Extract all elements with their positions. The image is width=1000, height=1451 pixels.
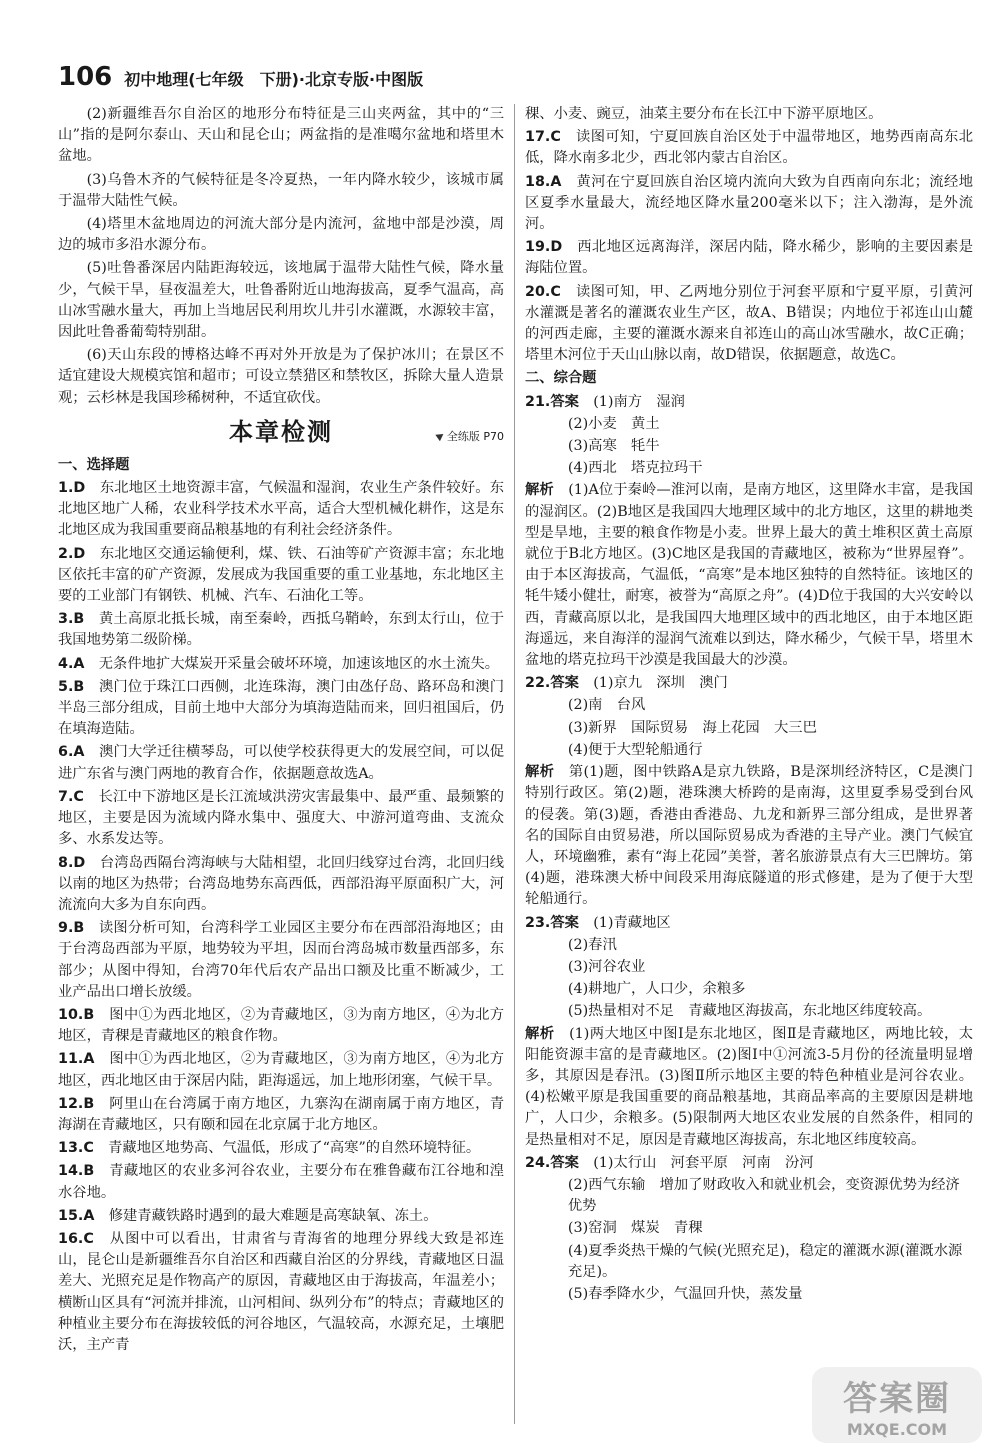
answer-line: (4)耕地广，人口少，余粮多 — [567, 981, 746, 998]
continued-text: 稞、小麦、豌豆，油菜主要分布在长江中下游平原地区。 — [525, 106, 883, 122]
explanation-text: 第(1)题，图中铁路A是京九铁路，B是深圳经济特区，C是澳门特别行政区。第(2)题，港珠澳大桥跨的是南海，这里夏季易受到台风的侵袭。第(3)题，香港由香港岛、九龙和新界三部分组成，是世界著名的国际自由贸易港，所以国际贸易成为香港的主导产业。澳门气候宜人，环境幽雅，素有“海上花园”美誉，著名旅游景点有大三巴牌坊。第(4)题，港珠澳大桥中间段采用海底隧道的形式修建，是为了便于大型轮船通行。 — [525, 764, 974, 908]
item-text: 无条件地扩大煤炭开采量会破坏环境，加速该地区的水土流失。 — [98, 655, 500, 672]
item-text: 阿里山在台湾属于南方地区，九寨沟在湖南属于南方地区，青海湖在青藏地区，只有颐和园在北京属于北方地区。 — [58, 1095, 505, 1133]
answer-item — [58, 1229, 504, 1356]
item-text: 图中①为西北地区，②为青藏地区，③为南方地区，④为北方地区，青稞是青藏地区的粮食作物。 — [58, 1006, 505, 1045]
column-divider — [514, 104, 515, 1424]
item-text: 长江中下游地区是长江流域洪涝灾害最集中、最严重、最频繁的地区，主要是因为流域内降水集中、强度大、中游河道弯曲、支流众多、水系发达等。 — [58, 788, 505, 848]
answer-item — [525, 282, 973, 367]
question-22 — [525, 673, 973, 910]
item-text: 读图可知，宁夏回族自治区处于中温带地区，地势西南高东北低，降水南多北少，西北邻内蒙古自治区。 — [525, 129, 974, 167]
answer-item — [58, 787, 504, 851]
answer-line — [525, 913, 973, 934]
item-number: 9.B — [58, 920, 85, 937]
chapter-title: 本章检测 — [229, 418, 333, 447]
paragraph: (5)吐鲁番深居内陆距海较远，该地属于温带大陆性气候，降水量少，气候干旱，昼夜温差大，吐鲁番附近山地海拔高，夏季气温高，高山冰雪融水量大，再加上当地居民利用坎儿井引水灌溉，水源较丰富，因此吐鲁番葡萄特别甜。 — [58, 260, 504, 341]
item-number: 24.答案 — [525, 1154, 579, 1171]
item-number: 7.C — [58, 788, 84, 805]
answer-item — [58, 1049, 504, 1091]
item-number: 10.B — [58, 1006, 95, 1023]
item-text: 东北地区土地资源丰富，气候温和湿润，农业生产条件较好。东北地区地广人稀，农业科学技术水平高，适合大型机械化耕作，这是东北地区成为我国重要商品粮基地的有利社会经济条件。 — [58, 480, 505, 539]
item-number: 20.C — [525, 283, 561, 300]
watermark-logo — [812, 1367, 982, 1443]
item-text: 从图中可以看出，甘肃省与青海省的地理分界线大致是祁连山，昆仑山是新疆维吾尔自治区和西藏自治区的分界线，青藏地区日温差大、光照充足是作物高产的原因，青藏地区由于海拔高，年温差小；横断山区具有“河流并排流，山河相间、纵列分布”的特点；青藏地区的种植业主要分布在海拔较低的河谷地区，气温较高，水源充足，土壤肥沃，主产青 — [58, 1230, 505, 1353]
watermark-text: 答案圈 — [843, 1379, 951, 1419]
item-text: 黄土高原北抵长城，南至秦岭，西抵乌鞘岭，东到太行山，位于我国地势第二级阶梯。 — [58, 611, 505, 649]
item-number: 3.B — [58, 611, 85, 628]
item-number: 16.C — [58, 1230, 94, 1247]
explanation-label: 解析 — [525, 482, 554, 499]
item-number: 13.C — [58, 1140, 94, 1157]
answer-item — [58, 478, 504, 542]
answer-item — [58, 1005, 504, 1047]
book-title: 初中地理(七年级 下册)·北京专版·中图版 — [124, 70, 424, 89]
item-number: 17.C — [525, 129, 561, 146]
answer-item — [525, 237, 973, 279]
answer-item — [58, 1206, 504, 1227]
answer-text: (1)太行山 河套平原 河南 汾河 — [593, 1154, 814, 1171]
answer-item — [58, 654, 504, 675]
item-number: 18.A — [525, 173, 562, 190]
question-23 — [525, 913, 973, 1151]
answer-line: (5)春季降水少，气温回升快，蒸发量 — [567, 1285, 803, 1302]
item-number: 6.A — [58, 744, 85, 761]
answer-line: (5)热量相对不足 青藏地区海拔高，东北地区纬度较高。 — [567, 1003, 932, 1020]
item-number: 11.A — [58, 1051, 95, 1068]
item-number: 5.B — [58, 678, 85, 695]
answer-item — [58, 742, 504, 784]
item-text: 图中①为西北地区，②为青藏地区，③为南方地区，④为北方地区，西北地区由于深居内陆，距海遥远，加上地形闭塞，气候干旱。 — [58, 1051, 505, 1089]
answer-item — [58, 853, 504, 917]
answer-item — [58, 609, 504, 651]
question-21 — [525, 392, 973, 672]
right-column — [525, 104, 973, 1306]
item-text: 西北地区远离海洋，深居内陆，降水稀少，影响的主要因素是海陆位置。 — [525, 239, 973, 277]
item-text: 台湾岛西隔台湾海峡与大陆相望，北回归线穿过台湾，北回归线以南的地区为热带；台湾岛地势东高西低，西部沿海平原面积广大，河流流向大多为自东向西。 — [58, 854, 505, 913]
item-number: 15.A — [58, 1207, 95, 1224]
answer-text: (1)京九 深圳 澳门 — [593, 675, 728, 692]
item-text: 黄河在宁夏回族自治区境内流向大致为自西南向东北；流经地区夏季水量最大，流经地区降水量200毫米以下；注入渤海，是外流河。 — [525, 173, 974, 233]
explanation — [525, 480, 973, 671]
left-column — [58, 104, 504, 1358]
item-number: 19.D — [525, 239, 563, 256]
answer-text: (1)南方 湿润 — [593, 393, 685, 410]
explanation — [525, 762, 973, 910]
page-number: 106 — [58, 62, 113, 92]
item-number: 4.A — [58, 655, 85, 672]
paragraph: (3)乌鲁木齐的气候特征是冬冷夏热，一年内降水较少，该城市属于温带大陆性气候。 — [58, 171, 504, 209]
explanation-text: (1)A位于秦岭—淮河以南，是南方地区，这里降水丰富，是我国的湿润区。(2)B地区是我国四大地理区域中的北方地区，这里的耕地类型是旱地，主要的粮食作物是小麦。世界上最大的黄土堆积区黄土高原就位于B北方地区。(3)C地区是我国的青藏地区，被称为“世界屋脊”。由于本区海拔高，气温低，“高寒”是本地区独特的自然特征。该地区的牦牛矮小健壮，耐寒，被誉为“高原之舟”。(4)D位于我国的大兴安岭以西，青藏高原以北，是我国四大地理区域中的西北地区，由于本地区距海遥远，来自海洋的湿润气流难以到达，降水稀少，气候干旱，塔里木盆地的塔克拉玛干沙漠是我国最大的沙漠。 — [525, 482, 974, 669]
chapter-heading — [58, 413, 504, 453]
answer-line: (4)西北 塔克拉玛干 — [567, 460, 703, 477]
page-header — [58, 62, 958, 94]
answer-item — [58, 918, 504, 1003]
paragraph: (2)新疆维吾尔自治区的地形分布特征是三山夹两盆，其中的“三山”指的是阿尔泰山、天山和昆仑山；两盆指的是准噶尔盆地和塔里木盆地。 — [58, 106, 504, 165]
explanation-label: 解析 — [525, 1025, 555, 1042]
answer-item — [525, 172, 973, 236]
item-text: 东北地区交通运输便利，煤、铁、石油等矿产资源丰富；东北地区依托丰富的矿产资源，发展成为我国重要的重工业基地，东北地区主要的工业部门有钢铁、机械、汽车、石油化工等。 — [58, 545, 505, 605]
item-text: 青藏地区地势高、气温低，形成了“高寒”的自然环境特征。 — [108, 1140, 481, 1157]
explanation-label: 解析 — [525, 764, 555, 781]
item-text: 修建青藏铁路时遇到的最大难题是高寒缺氧、冻土。 — [108, 1207, 438, 1224]
item-text: 青藏地区的农业多河谷农业，主要分布在雅鲁藏布江谷地和湟水谷地。 — [58, 1163, 505, 1201]
answer-line — [525, 673, 973, 694]
explanation-text: (1)两大地区中图Ⅰ是东北地区，图Ⅱ是青藏地区，两地比较，太阳能资源丰富的是青藏地区。(2)图Ⅰ中①河流3-5月份的径流量明显增多，其原因是春汛。(3)图Ⅱ所示地区主要的特色种植业是河谷农业。(4)松嫩平原是我国重要的商品粮基地，其商品率高的主要原因是耕地广，人口少，余粮多。(5)限制两大地区农业发展的自然条件，相同的是热量相对不足，原因是青藏地区海拔高，东北地区纬度较高。 — [525, 1025, 974, 1148]
item-number: 22.答案 — [525, 675, 579, 692]
answer-line: (4)夏季炎热干燥的气候(光照充足)，稳定的灌溉水源(灌溉水源充足)。 — [567, 1242, 963, 1280]
chapter-reference-text: 全练版 P70 — [446, 429, 504, 443]
item-number: 12.B — [58, 1095, 95, 1112]
explanation — [525, 1024, 973, 1151]
answer-line: (3)窑洞 煤炭 青稞 — [567, 1220, 703, 1237]
paragraph: (4)塔里木盆地周边的河流大部分是内流河，盆地中部是沙漠，周边的城市多沿水源分布。 — [58, 216, 504, 254]
answer-item — [58, 1161, 504, 1203]
item-number: 2.D — [58, 545, 86, 562]
item-text: 读图可知，甲、乙两地分别位于河套平原和宁夏平原，引黄河水灌溉是著名的灌溉农业生产区，故A、B错误；内地位于祁连山山麓的河西走廊，主要的灌溉水源来自祁连山的高山冰雪融水，故C正确；塔里木河位于天山山脉以南，故D错误，依据题意，故选C。 — [525, 283, 974, 364]
item-number: 1.D — [58, 480, 86, 497]
item-number: 14.B — [58, 1163, 95, 1180]
answer-item — [525, 127, 973, 169]
answer-line: (2)南 台风 — [567, 697, 646, 714]
answer-line: (2)西气东输 增加了财政收入和就业机会，变资源优势为经济优势 — [567, 1176, 960, 1215]
arrow-icon — [435, 431, 445, 442]
answer-line: (2)小麦 黄土 — [567, 415, 660, 432]
answer-item — [58, 677, 504, 741]
answer-line: (3)河谷农业 — [567, 958, 646, 975]
item-text: 澳门位于珠江口西侧，北连珠海，澳门由氹仔岛、路环岛和澳门半岛三部分组成，目前土地中大部分为填海造陆而来，回归祖国后，仍在填海造陆。 — [58, 678, 505, 738]
section-heading: 二、综合题 — [525, 370, 597, 387]
answer-line — [525, 392, 973, 413]
answer-line: (3)新界 国际贸易 海上花园 大三巴 — [567, 719, 817, 736]
answer-item — [58, 544, 504, 608]
answer-item — [58, 1138, 504, 1159]
answer-line — [525, 1153, 973, 1174]
answer-line: (3)高寒 牦牛 — [567, 438, 660, 455]
item-text: 读图分析可知，台湾科学工业园区主要分布在西部沿海地区；由于台湾岛西部为平原，地势较为平坦，因而台湾岛城市数量西部多，东部少；从图中得知，台湾70年代后农产品出口额及比重不断减少，工业产品出口增长放缓。 — [58, 920, 505, 1000]
item-text: 澳门大学迁往横琴岛，可以使学校获得更大的发展空间，可以促进广东省与澳门两地的教育合作，依据题意故选A。 — [58, 744, 505, 782]
watermark-url: MXQE.COM — [846, 1420, 948, 1439]
item-number: 8.D — [58, 854, 86, 871]
answer-line: (4)便于大型轮船通行 — [567, 741, 703, 758]
question-24 — [525, 1153, 973, 1305]
item-number: 21.答案 — [525, 393, 579, 410]
chapter-reference — [437, 426, 504, 447]
answer-line: (2)春汛 — [567, 936, 617, 953]
answer-item — [58, 1094, 504, 1136]
paragraph: (6)天山东段的博格达峰不再对外开放是为了保护冰川；在景区不适宜建设大规模宾馆和超市；可设立禁猎区和禁牧区，拆除大量人造景观；云杉林是我国珍稀树种，不适宜砍伐。 — [58, 347, 504, 406]
answer-text: (1)青藏地区 — [593, 914, 671, 931]
section-heading: 一、选择题 — [58, 456, 130, 473]
item-number: 23.答案 — [525, 914, 579, 931]
